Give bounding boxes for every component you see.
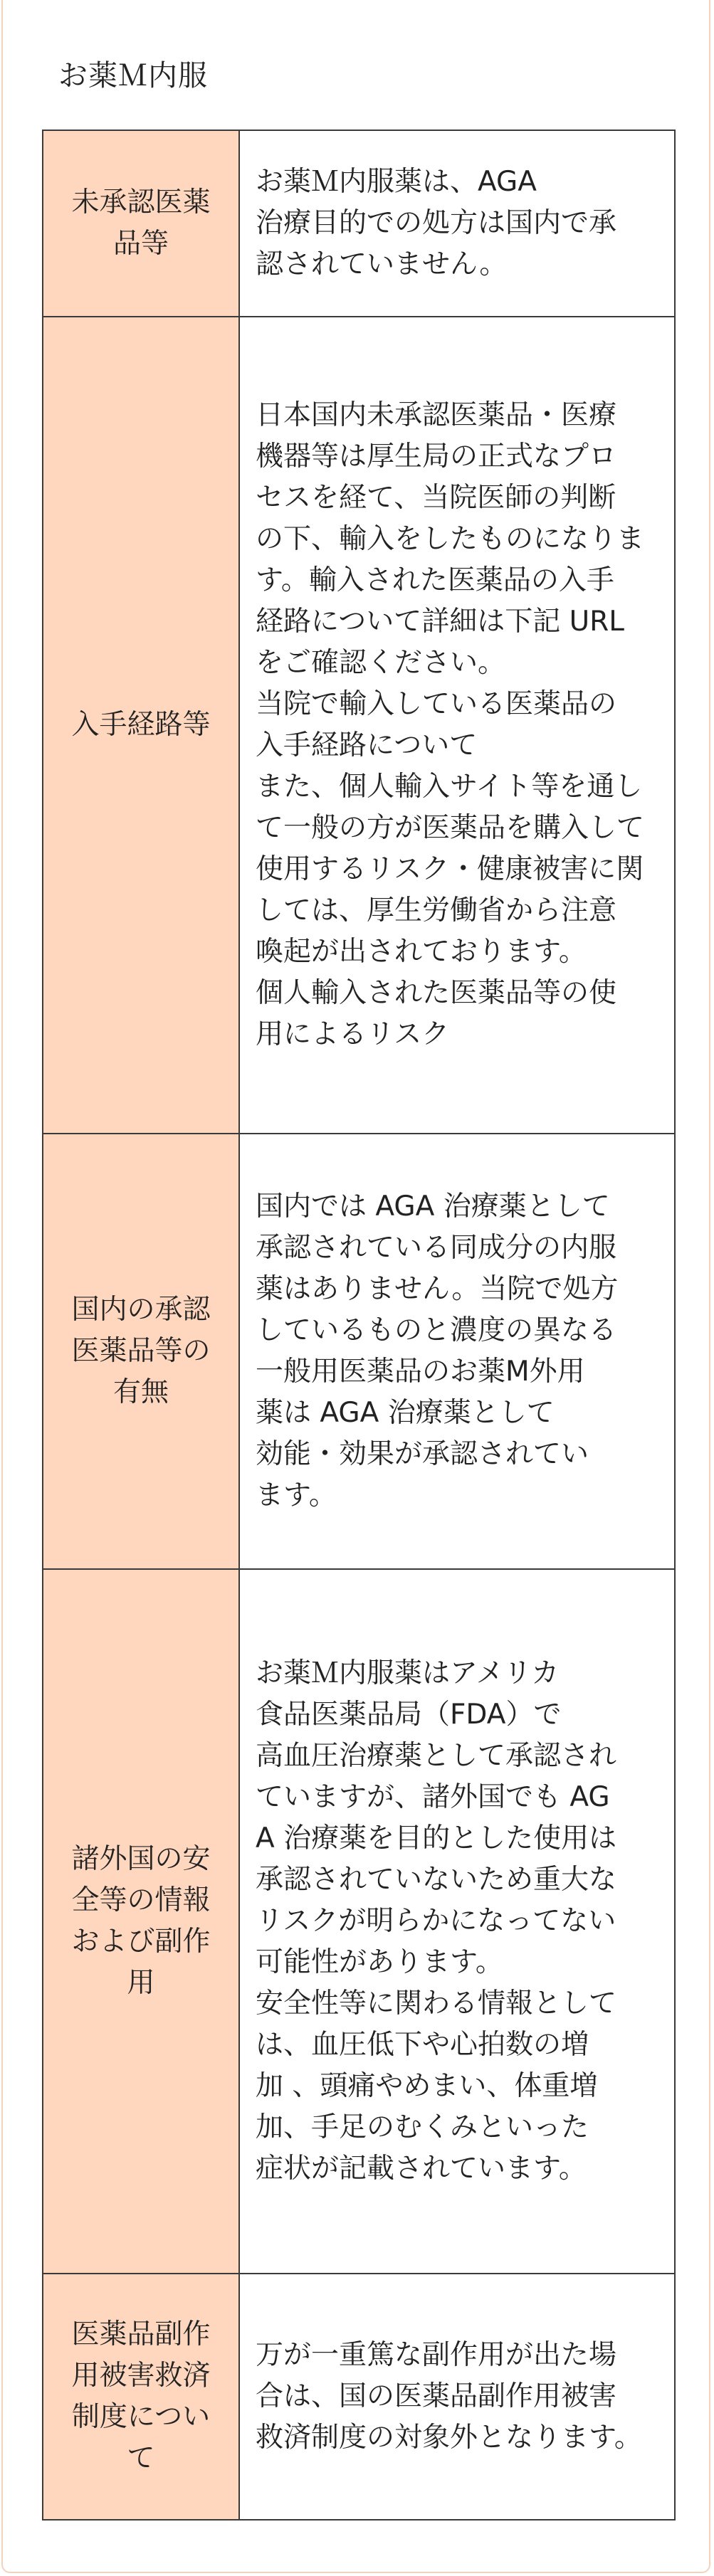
row-label: 諸外国の安 全等の情報 および副作 用: [43, 1569, 239, 2274]
personal-import-risk-link[interactable]: 個人輸入された医薬品等の使 用によるリスク: [256, 977, 617, 1050]
row-content: 国内では AGA 治療薬として 承認されている同成分の内服 薬はありません。当院で処方 しているものと濃度の異なる 一般用医薬品のお薬M外用 薬は AGA 治療薬として 効能・効果が承認されてい ます。: [239, 1134, 675, 1569]
section-title: お薬Ｍ内服: [58, 58, 208, 93]
row-content: 日本国内未承認医薬品・医療 機器等は厚生局の正式なプロ セスを経て、当院医師の判断 の下、輸入をしたものになりま す。輸入された医薬品の入手 経路について詳細は下記 URL をご確認ください。 当院で輸入している医薬品の 入手経路について また、個人輸入サイト等を通し て一般の方が医薬品を購入して 使用するリスク・健康被害に関 しては、厚生労働省から注意 喚起が出されております。 個人輸入された医薬品等の使 用によるリスク: [239, 317, 675, 1134]
drug-info-table: [42, 130, 676, 2520]
table-row-domestic-approval: [43, 1134, 675, 1569]
row-label: 入手経路等: [43, 317, 239, 1134]
row-content: お薬Ｍ内服薬は、AGA 治療目的での処方は国内で承 認されていません。: [239, 130, 675, 317]
table-row-acquisition: [43, 317, 675, 1134]
row-label: 未承認医薬 品等: [43, 130, 239, 317]
row-label: 医薬品副作 用被害救済 制度につい て: [43, 2274, 239, 2520]
info-card: [1, 0, 710, 2573]
row-content: 万が一重篤な副作用が出た場 合は、国の医薬品副作用被害 救済制度の対象外となります。: [239, 2274, 675, 2520]
row-label: 国内の承認 医薬品等の 有無: [43, 1134, 239, 1569]
acquisition-route-link[interactable]: 当院で輸入している医薬品の 入手経路について: [256, 688, 617, 761]
row-content: お薬Ｍ内服薬はアメリカ 食品医薬品局（FDA）で 高血圧治療薬として承認され ていますが、諸外国でも AG A 治療薬を目的とした使用は 承認されていないため重大な リスクが明らかになってない 可能性があります。 安全性等に関わる情報として は、血圧低下や心拍数の増 加 、頭痛やめまい、体重増 加、手足のむくみといった 症状が記載されています。: [239, 1569, 675, 2274]
table-row-relief-system: [43, 2274, 675, 2520]
table-row-foreign-safety: [43, 1569, 675, 2274]
table-row-unapproved: [43, 130, 675, 317]
